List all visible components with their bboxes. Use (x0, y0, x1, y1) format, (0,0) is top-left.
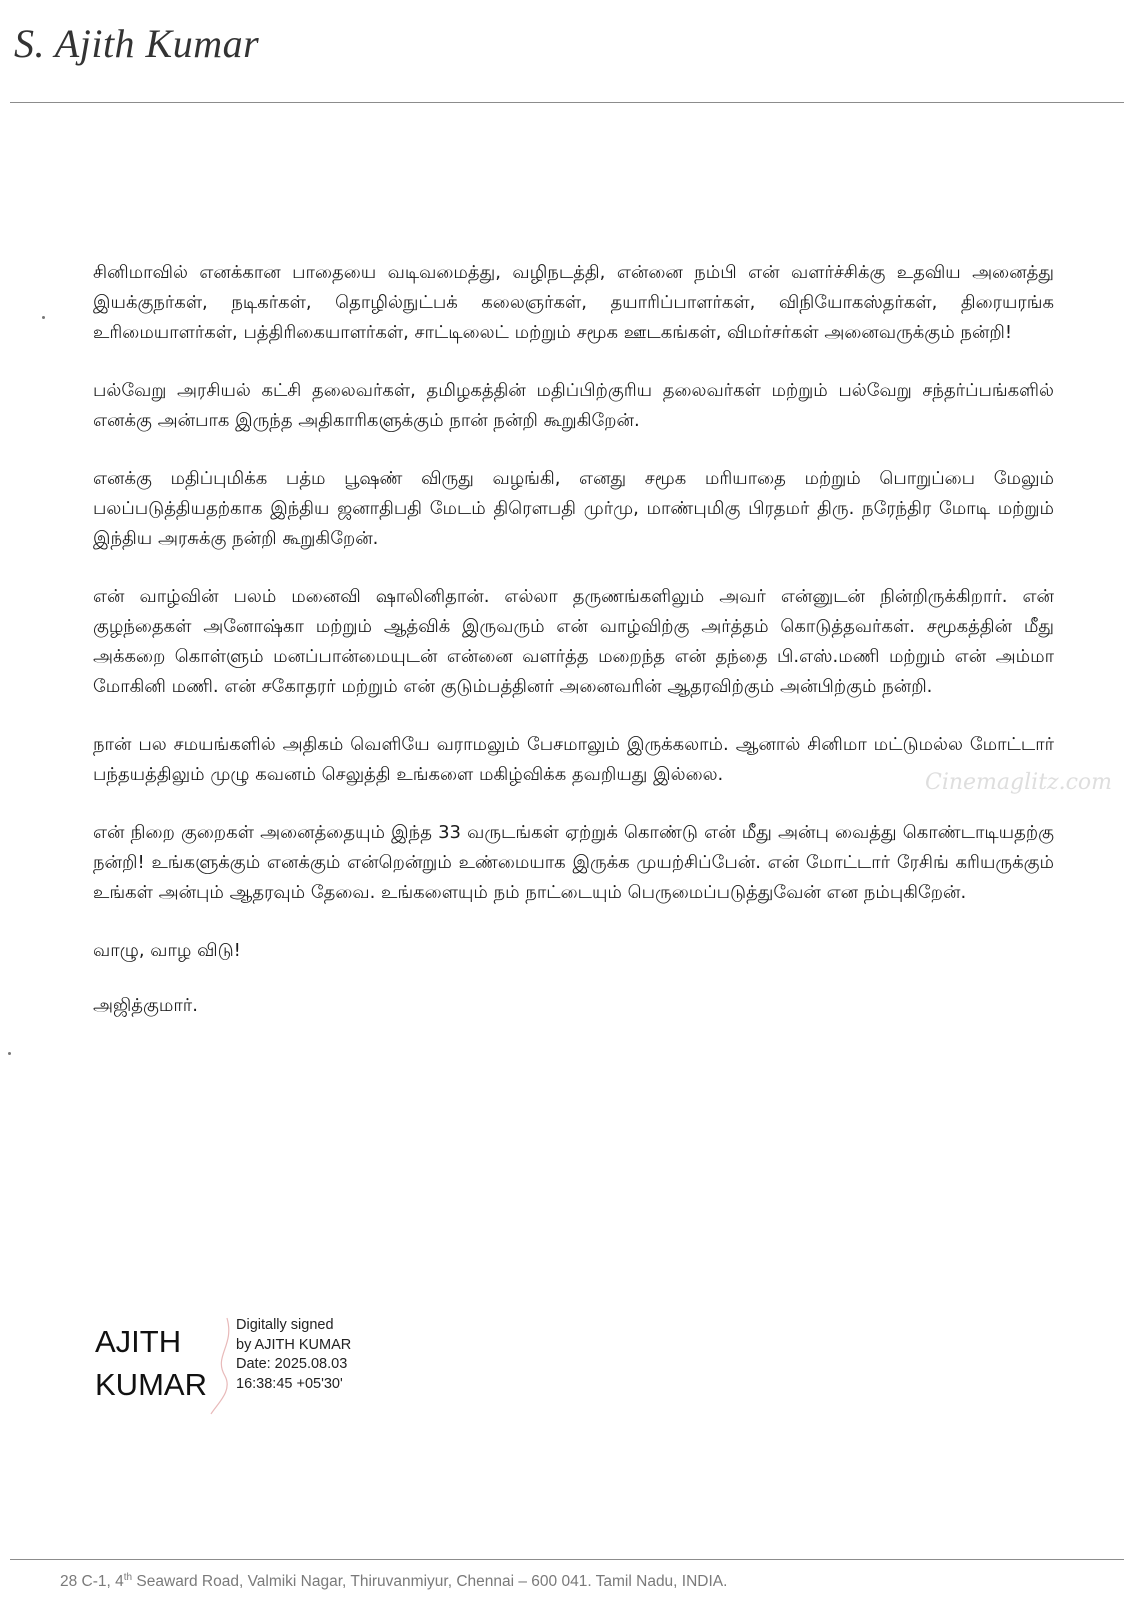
letter-body (93, 258, 1054, 1046)
address-prefix: 28 C-1, 4 (60, 1573, 124, 1591)
site-watermark: Cinemaglitz.com (925, 770, 1113, 795)
signature-line: 16:38:45 +05'30' (236, 1375, 343, 1392)
signoff-name: அஜித்குமார். (93, 995, 198, 1016)
digital-signature (95, 1317, 385, 1410)
signature-stroke-icon (207, 1316, 237, 1416)
paragraph-motor-racing: நான் பல சமயங்களில் அதிகம் வெளியே வராமலும் பேசமாலும் இருக்கலாம். ஆனால் சினிமா மட்டுமல்ல மோட்டார் பந்தயத்திலும் முழு கவனம் செலுத்தி உங்களை மகிழ்விக்க தவறியது இல்லை. (93, 734, 1054, 785)
header-divider (10, 102, 1124, 103)
signature-details (236, 1316, 351, 1394)
signature-line: by AJITH KUMAR (236, 1336, 352, 1353)
closing-line: வாழு, வாழ விடு! (93, 940, 241, 961)
address-rest: Seaward Road, Valmiki Nagar, Thiruvanmiyur, Chennai – 600 041. Tamil Nadu, INDIA. (132, 1573, 728, 1591)
address-ordinal: th (123, 1572, 133, 1583)
paragraph-thanks-film-industry: சினிமாவில் எனக்கான பாதையை வடிவமைத்து, வழிநடத்தி, என்னை நம்பி என் வளர்ச்சிக்கு உதவிய அனைத்து இயக்குநர்கள், நடிகர்கள், தொழில்நுட்பக் கலைஞர்கள், தயாரிப்பாளர்கள், விநியோகஸ்தர்கள், திரையரங்க உரிமையாளர்கள், பத்திரிகையாளர்கள், சாட்டிலைட் மற்றும் சமூக ஊடகங்கள், விமர்சர்கள் அனைவருக்கும் நன்றி! (93, 262, 1054, 343)
signature-name: AJITH KUMAR (95, 1324, 207, 1402)
paragraph-thanks-family: என் வாழ்வின் பலம் மனைவி ஷாலினிதான். எல்லா தருணங்களிலும் அவர் என்னுடன் நின்றிருக்கிறார். என் குழந்தைகள் அனோஷ்கா மற்றும் ஆத்விக் இருவரும் என் வாழ்விற்கு அர்த்தம் கொடுத்தவர்கள். சமூகத்தின் மீது அக்கறை கொள்ளும் மனப்பான்மையுடன் என்னை வளர்த்த மறைந்த என் தந்தை பி.எஸ்.மணி மற்றும் என் அம்மா மோகினி மணி. என் சகோதரர் மற்றும் என் குடும்பத்தினர் அனைவரின் ஆதரவிற்கும் அன்பிற்கும் நன்றி. (93, 586, 1054, 697)
letterhead-name: S. Ajith Kumar (14, 21, 260, 66)
scan-speck (8, 1052, 11, 1055)
signature-line: Date: 2025.08.03 (236, 1356, 348, 1372)
paragraph-thanks-fans: என் நிறை குறைகள் அனைத்தையும் இந்த 33 வருடங்கள் ஏற்றுக் கொண்டு என் மீது அன்பு வைத்து கொண்டாடியதற்கு நன்றி! உங்களுக்கும் எனக்கும் என்றென்றும் உண்மையாக இருக்க முயற்சிப்பேன். என் மோட்டார் ரேசிங் கரியருக்கும் உங்கள் அன்பும் ஆதரவும் தேவை. உங்களையும் நம் நாட்டையும் பெருமைப்படுத்துவேன் என நம்புகிறேன். (93, 822, 1054, 903)
footer-divider (10, 1559, 1124, 1560)
scan-speck (42, 316, 45, 319)
footer-address (60, 1572, 727, 1591)
paragraph-thanks-padma-bhushan: எனக்கு மதிப்புமிக்க பத்ம பூஷண் விருது வழங்கி, எனது சமூக மரியாதை மற்றும் பொறுப்பை மேலும் பலப்படுத்தியதற்காக இந்திய ஜனாதிபதி மேடம் திரௌபதி முர்மு, மாண்புமிகு பிரதமர் திரு. நரேந்திர மோடி மற்றும் இந்திய அரசுக்கு நன்றி கூறுகிறேன். (93, 468, 1054, 549)
signature-line: Digitally signed (236, 1317, 334, 1333)
paragraph-thanks-leaders: பல்வேறு அரசியல் கட்சி தலைவர்கள், தமிழகத்தின் மதிப்பிற்குரிய தலைவர்கள் மற்றும் பல்வேறு சந்தர்ப்பங்களில் எனக்கு அன்பாக இருந்த அதிகாரிகளுக்கும் நான் நன்றி கூறுகிறேன். (93, 380, 1054, 431)
